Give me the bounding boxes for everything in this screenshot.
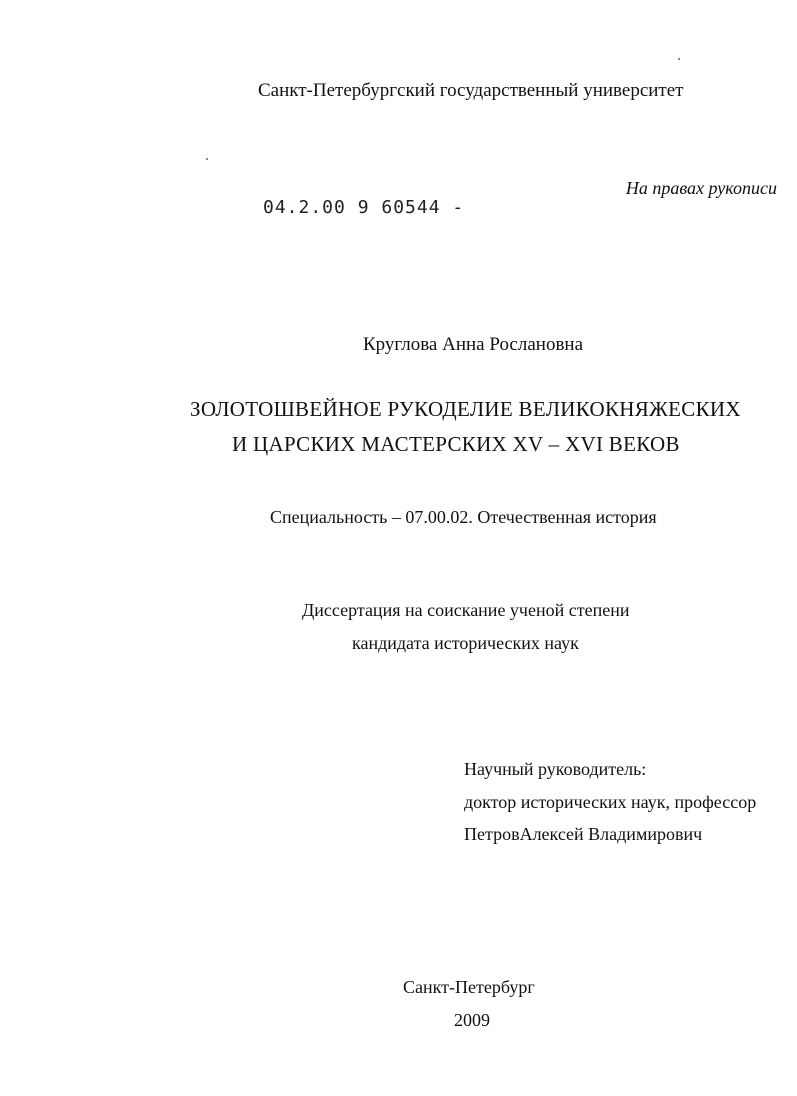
supervisor-name: ПетровАлексей Владимирович xyxy=(464,824,703,844)
rights-note: На правах рукописи xyxy=(625,178,777,198)
year: 2009 xyxy=(454,1010,490,1030)
dissertation-title-line-2: И ЦАРСКИХ МАСТЕРСКИХ XV – XVI ВЕКОВ xyxy=(232,432,680,456)
university-name: Санкт-Петербургский государственный университет xyxy=(258,80,684,101)
archive-stamp: 04.2.00 9 60544 - xyxy=(263,197,465,218)
degree-line-2: кандидата исторических наук xyxy=(352,633,579,653)
degree-line-1: Диссертация на соискание ученой степени xyxy=(302,600,630,620)
scan-speck xyxy=(206,158,208,160)
supervisor-credentials: доктор исторических наук, профессор xyxy=(464,792,757,812)
city: Санкт-Петербург xyxy=(403,977,535,997)
dissertation-title-line-1: ЗОЛОТОШВЕЙНОЕ РУКОДЕЛИЕ ВЕЛИКОКНЯЖЕСКИХ xyxy=(190,397,741,421)
author-name: Круглова Анна Рослановна xyxy=(362,334,584,355)
speciality: Специальность – 07.00.02. Отечественная история xyxy=(270,507,657,527)
supervisor-label: Научный руководитель: xyxy=(464,759,647,779)
scan-speck xyxy=(678,58,680,60)
